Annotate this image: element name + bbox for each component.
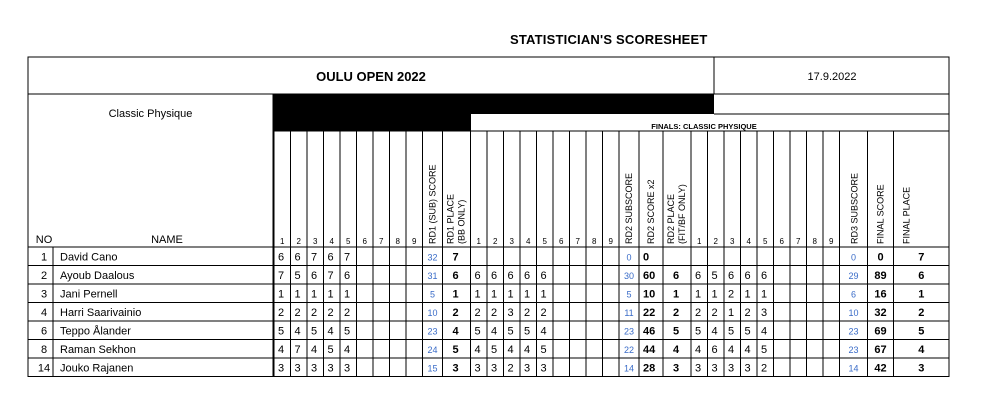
rd3-judge-number: 2	[713, 237, 718, 246]
competitor-no: 14	[37, 362, 51, 375]
final-score: 16	[874, 288, 887, 301]
rd3-judge-score: 6	[711, 344, 718, 356]
header-rd2-place-note: (FIT/BF ONLY)	[677, 184, 687, 244]
final-score: 89	[874, 270, 887, 282]
competitor-name: Jani Pernell	[60, 288, 118, 301]
final-place: 3	[918, 362, 925, 375]
rd3-judge-score: 2	[695, 307, 702, 319]
competitor-name: Teppo Ålander	[60, 325, 131, 338]
rd2-judge-score: 1	[524, 288, 531, 301]
rd1-judge-score: 6	[327, 251, 334, 264]
rd2-judge-score: 5	[491, 344, 498, 356]
rd1-judge-score: 4	[278, 344, 285, 356]
rd3-judge-score: 4	[744, 344, 751, 356]
rd1-judge-score: 1	[294, 288, 301, 301]
rd1-judge-score: 4	[294, 325, 301, 338]
rd1-judge-number: 5	[346, 237, 351, 246]
rd3-judge-score: 3	[761, 307, 768, 319]
rd1-place: 6	[452, 270, 459, 282]
rd1-judge-score: 4	[344, 344, 351, 356]
final-score: 67	[874, 344, 887, 356]
sheet-title: STATISTICIAN'S SCORESHEET	[510, 32, 708, 47]
rd1-place: 2	[452, 307, 459, 319]
rd1-place: 1	[452, 288, 459, 301]
header-rd3-subscore: RD3 SUBSCORE	[849, 172, 860, 244]
rd2-judge-score: 1	[491, 288, 498, 301]
rd1-subscore: 15	[427, 363, 438, 374]
rd2-subscore: 30	[623, 271, 635, 281]
rd3-judge-score: 5	[711, 270, 718, 282]
event-date: 17.9.2022	[807, 71, 857, 83]
header-black-band	[273, 94, 714, 114]
rd2-judge-number: 7	[575, 237, 580, 246]
rd2-judge-score: 6	[524, 270, 531, 282]
rd3-subscore: 6	[850, 289, 857, 300]
rd3-judge-score: 2	[711, 307, 718, 319]
rd1-place: 7	[452, 251, 459, 264]
rd2-score-x2: 28	[643, 362, 656, 375]
final-place: 5	[918, 325, 925, 338]
final-score: 0	[877, 251, 884, 264]
rd3-subscore: 14	[848, 363, 859, 374]
rd2-judge-score: 1	[474, 288, 481, 301]
rd3-subscore: 0	[850, 252, 857, 263]
rd2-judge-score: 4	[524, 344, 531, 356]
rd2-judge-score: 2	[540, 307, 547, 319]
rd3-judge-number: 3	[730, 237, 735, 246]
rd3-judge-score: 5	[695, 325, 702, 338]
rd2-score-x2: 10	[643, 288, 656, 301]
rd1-judge-score: 7	[294, 344, 301, 356]
rd3-judge-number: 5	[763, 237, 768, 246]
rd2-score-x2: 46	[643, 325, 656, 338]
rd1-judge-score: 4	[327, 325, 334, 338]
rd2-judge-score: 3	[491, 362, 498, 375]
rd2-judge-score: 2	[474, 307, 481, 319]
rd1-judge-score: 5	[327, 344, 334, 356]
rd2-judge-number: 1	[476, 237, 481, 246]
rd1-subscore: 10	[427, 308, 438, 318]
rd1-judge-score: 7	[344, 251, 351, 264]
rd1-judge-number: 8	[395, 237, 400, 246]
competitor-no: 4	[40, 307, 48, 319]
competitor-name: Ayoub Daalous	[60, 270, 135, 282]
rd2-score-x2: 22	[643, 307, 656, 319]
rd3-judge-number: 4	[746, 237, 751, 246]
rd2-place: 4	[673, 344, 680, 356]
competitor-no: 1	[40, 251, 48, 264]
rd1-judge-score: 7	[278, 270, 285, 282]
rd1-judge-score: 7	[311, 251, 318, 264]
rd2-judge-score: 3	[524, 362, 531, 375]
rd2-judge-score: 1	[540, 288, 547, 301]
rd2-judge-score: 5	[474, 325, 481, 338]
event-name: OULU OPEN 2022	[316, 69, 426, 84]
competitor-name: David Cano	[60, 251, 118, 264]
table-row	[41, 252, 924, 264]
rd1-judge-score: 6	[294, 251, 301, 264]
table-row	[41, 325, 924, 338]
rd3-judge-score: 4	[728, 344, 735, 356]
rd3-judge-score: 1	[728, 307, 735, 319]
final-score: 69	[874, 325, 887, 338]
final-score: 32	[874, 307, 887, 319]
rd1-subscore: 32	[427, 252, 438, 263]
category-label: Classic Physique	[108, 108, 193, 120]
rd1-judge-score: 5	[294, 270, 301, 282]
rd1-place: 3	[452, 362, 459, 375]
rd1-judge-score: 6	[311, 270, 318, 282]
rd2-subscore: 22	[623, 345, 635, 355]
rd1-judge-score: 2	[327, 307, 334, 319]
competitor-no: 3	[40, 288, 48, 301]
rd3-judge-score: 3	[711, 362, 718, 375]
header-rd1-place-note: (BB ONLY)	[456, 199, 467, 244]
rd3-judge-score: 6	[744, 270, 751, 282]
rd1-judge-score: 6	[278, 251, 285, 264]
rd2-judge-number: 5	[542, 237, 547, 246]
rd2-judge-score: 3	[474, 362, 481, 375]
header-final-score: FINAL SCORE	[875, 184, 886, 244]
rd1-judge-number: 9	[412, 237, 417, 246]
rd2-place: 5	[673, 325, 680, 338]
final-place: 6	[918, 270, 925, 282]
rd3-judge-score: 5	[744, 325, 751, 338]
rd1-judge-score: 3	[311, 362, 318, 375]
competitor-name: Raman Sekhon	[60, 344, 136, 356]
table-row	[41, 344, 925, 356]
rd2-judge-number: 6	[559, 237, 564, 246]
header-rd1-place: RD1 PLACE	[445, 193, 456, 244]
rd2-judge-score: 6	[507, 270, 514, 282]
competitor-name: Jouko Rajanen	[60, 362, 134, 375]
final-place: 2	[918, 307, 925, 319]
rd3-subscore: 23	[848, 326, 859, 337]
final-place: 7	[918, 251, 925, 264]
rd3-judge-score: 6	[761, 270, 768, 282]
rd2-judge-score: 4	[491, 325, 498, 338]
table-row	[41, 307, 924, 319]
rd2-judge-number: 2	[493, 237, 498, 246]
rd3-judge-score: 5	[761, 344, 768, 356]
rd3-judge-score: 6	[728, 270, 735, 282]
header-no: NO	[35, 234, 53, 246]
rd2-place: 2	[673, 307, 680, 319]
header-rd2-place: RD2 PLACE	[666, 193, 676, 244]
rd3-judge-score: 4	[711, 325, 718, 338]
rd3-judge-number: 6	[779, 237, 784, 246]
rd2-judge-score: 4	[540, 325, 547, 338]
rd2-judge-score: 2	[507, 362, 514, 375]
rd1-judge-score: 2	[294, 307, 301, 319]
rd3-subscore: 10	[848, 308, 859, 318]
rd1-judge-score: 7	[327, 270, 334, 282]
rd3-judge-score: 1	[711, 288, 718, 301]
rd2-judge-score: 2	[491, 307, 498, 319]
rd1-judge-score: 3	[327, 362, 334, 375]
rd3-judge-number: 1	[697, 237, 702, 246]
rd1-judge-number: 3	[313, 237, 318, 246]
header-name: NAME	[151, 234, 183, 246]
rd1-judge-score: 1	[344, 288, 351, 301]
rd1-judge-score: 5	[311, 325, 318, 338]
competitor-no: 6	[40, 325, 48, 338]
rd3-judge-score: 1	[695, 288, 702, 301]
rd2-score-x2: 60	[643, 270, 656, 282]
competitor-no: 2	[40, 270, 48, 282]
prejudging-label: PREJUDGING CLASSIC PHYSIQUE	[309, 122, 435, 131]
rd3-subscore: 29	[848, 271, 859, 281]
rd2-judge-score: 4	[507, 344, 514, 356]
rd2-score-x2: 0	[643, 251, 650, 264]
rd2-judge-score: 6	[474, 270, 481, 282]
rd2-judge-score: 6	[540, 270, 547, 282]
rd2-score-x2: 44	[643, 344, 656, 356]
rd1-judge-score: 5	[278, 325, 285, 338]
rd3-judge-number: 7	[796, 237, 801, 246]
rd1-judge-score: 4	[311, 344, 318, 356]
table-row	[41, 270, 924, 282]
rd3-judge-score: 3	[728, 362, 735, 375]
rd2-subscore: 0	[626, 252, 632, 263]
rd1-place: 5	[452, 344, 459, 356]
rd2-judge-score: 2	[524, 307, 531, 319]
rd1-subscore: 31	[427, 271, 438, 281]
rd1-judge-score: 1	[311, 288, 318, 301]
rd1-judge-number: 2	[296, 237, 301, 246]
rd1-judge-score: 1	[278, 288, 285, 301]
rd2-judge-score: 4	[474, 344, 481, 356]
rd2-subscore: 23	[623, 326, 635, 337]
rd1-judge-number: 4	[329, 237, 334, 246]
rd2-place: 3	[673, 362, 680, 375]
rd2-subscore: 5	[626, 289, 632, 300]
rd1-subscore: 5	[429, 289, 436, 300]
final-place: 1	[918, 288, 925, 301]
final-place: 4	[918, 344, 925, 356]
rd3-judge-score: 5	[728, 325, 735, 338]
rd3-judge-score: 6	[695, 270, 702, 282]
competitor-no: 8	[40, 344, 48, 356]
rd1-judge-score: 2	[344, 307, 351, 319]
rd1-judge-score: 1	[327, 288, 334, 301]
rd2-judge-number: 3	[509, 237, 514, 246]
rd3-judge-score: 3	[744, 362, 751, 375]
rd1-judge-score: 3	[294, 362, 301, 375]
rd2-judge-score: 5	[540, 344, 547, 356]
rd2-place: 1	[673, 288, 680, 301]
rd3-subscore: 23	[848, 345, 859, 355]
competitor-name: Harri Saarivainio	[60, 307, 142, 319]
rd3-judge-score: 2	[728, 288, 735, 301]
rd1-subscore: 24	[427, 345, 438, 355]
rd3-judge-score: 2	[744, 307, 751, 319]
rd2-judge-score: 5	[507, 325, 514, 338]
finals-label: FINALS: CLASSIC PHYSIQUE	[651, 122, 757, 131]
header-rd2-score-x2: RD2 SCORE x2	[646, 179, 656, 244]
rd3-judge-score: 4	[695, 344, 702, 356]
rd1-judge-number: 7	[379, 237, 384, 246]
rd2-judge-score: 1	[507, 288, 514, 301]
rd1-judge-score: 6	[344, 270, 351, 282]
rd1-judge-number: 6	[362, 237, 367, 246]
rd2-judge-number: 9	[608, 237, 613, 246]
rd1-judge-score: 2	[311, 307, 318, 319]
rd1-judge-score: 3	[278, 362, 285, 375]
rd2-judge-score: 3	[507, 307, 514, 319]
rd2-judge-score: 5	[524, 325, 531, 338]
header-rd1-score: RD1 (SUB) SCORE	[427, 164, 438, 244]
rd2-judge-number: 8	[592, 237, 597, 246]
table-row	[41, 289, 924, 301]
rd1-judge-number: 1	[280, 237, 285, 246]
rd2-judge-number: 4	[526, 237, 531, 246]
rd2-subscore: 14	[623, 363, 635, 374]
rd1-judge-score: 3	[344, 362, 351, 375]
rd1-place: 4	[452, 325, 459, 338]
rd3-judge-score: 3	[695, 362, 702, 375]
rd2-judge-score: 3	[540, 362, 547, 375]
header-final-place: FINAL PLACE	[901, 186, 912, 244]
rd3-judge-number: 8	[812, 237, 817, 246]
table-row	[38, 363, 924, 375]
rd2-judge-score: 6	[491, 270, 498, 282]
rd1-subscore: 23	[427, 326, 438, 337]
rd3-judge-score: 1	[744, 288, 751, 301]
rd3-judge-number: 9	[829, 237, 834, 246]
rd2-place: 6	[673, 270, 680, 282]
rd3-judge-score: 4	[761, 325, 768, 338]
rd1-judge-score: 5	[344, 325, 351, 338]
rd3-judge-score: 2	[761, 362, 768, 375]
header-rd2-subscore: RD2 SUBSCORE	[624, 172, 634, 244]
rd3-judge-score: 1	[761, 288, 768, 301]
rd1-judge-score: 2	[278, 307, 285, 319]
rd2-subscore: 11	[624, 308, 634, 318]
final-score: 42	[874, 362, 887, 375]
